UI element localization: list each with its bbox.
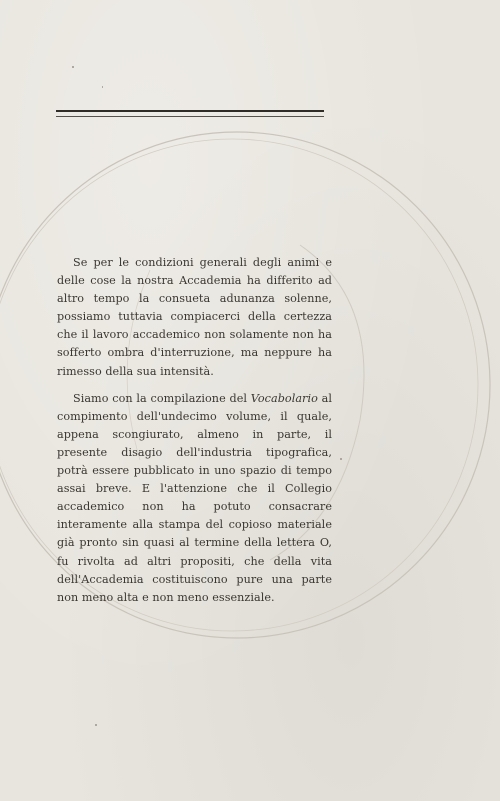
paragraph-1-text: Se per le condizioni generali degli animi e delle cose la nostra Accademia ha differito ad altro tempo la consueta adunanza solenne, possiamo tuttavia compiacerci della certezza che il lavoro accademico non solamente non ha sofferto ombra d'interruzione, ma neppure ha rimesso della sua intensità. [57,256,332,378]
paragraph-2-text-before: Siamo con la compilazione del [73,391,251,405]
paragraph-2 [57,390,332,607]
paragraph-2-italic-title: Vocabolario [250,391,318,405]
header-rule-thick [56,110,324,112]
paper-speck [102,86,103,88]
paper-speck [72,66,74,68]
paragraph-2-text-after: al compimento dell'undecimo volume, il quale, appena scongiurato, almeno in parte, il presente disagio dell'industria tipografica, potrà essere pubblicato in uno spazio di tempo assai breve. E l'attenzione che il Collegio accademico non ha potuto consacrare interamente alla stampa del copioso materiale già pronto sin quasi al termine della lettera O, fu rivolta ad altri propositi, che della vita dell'Accademia costituiscono pure una parte non meno alta e non meno essenziale. [57,391,332,604]
paper-speck [340,458,342,460]
paper-speck [95,724,97,726]
body-text [57,254,332,607]
header-rule-thin [56,116,324,117]
paragraph-1 [57,254,332,381]
